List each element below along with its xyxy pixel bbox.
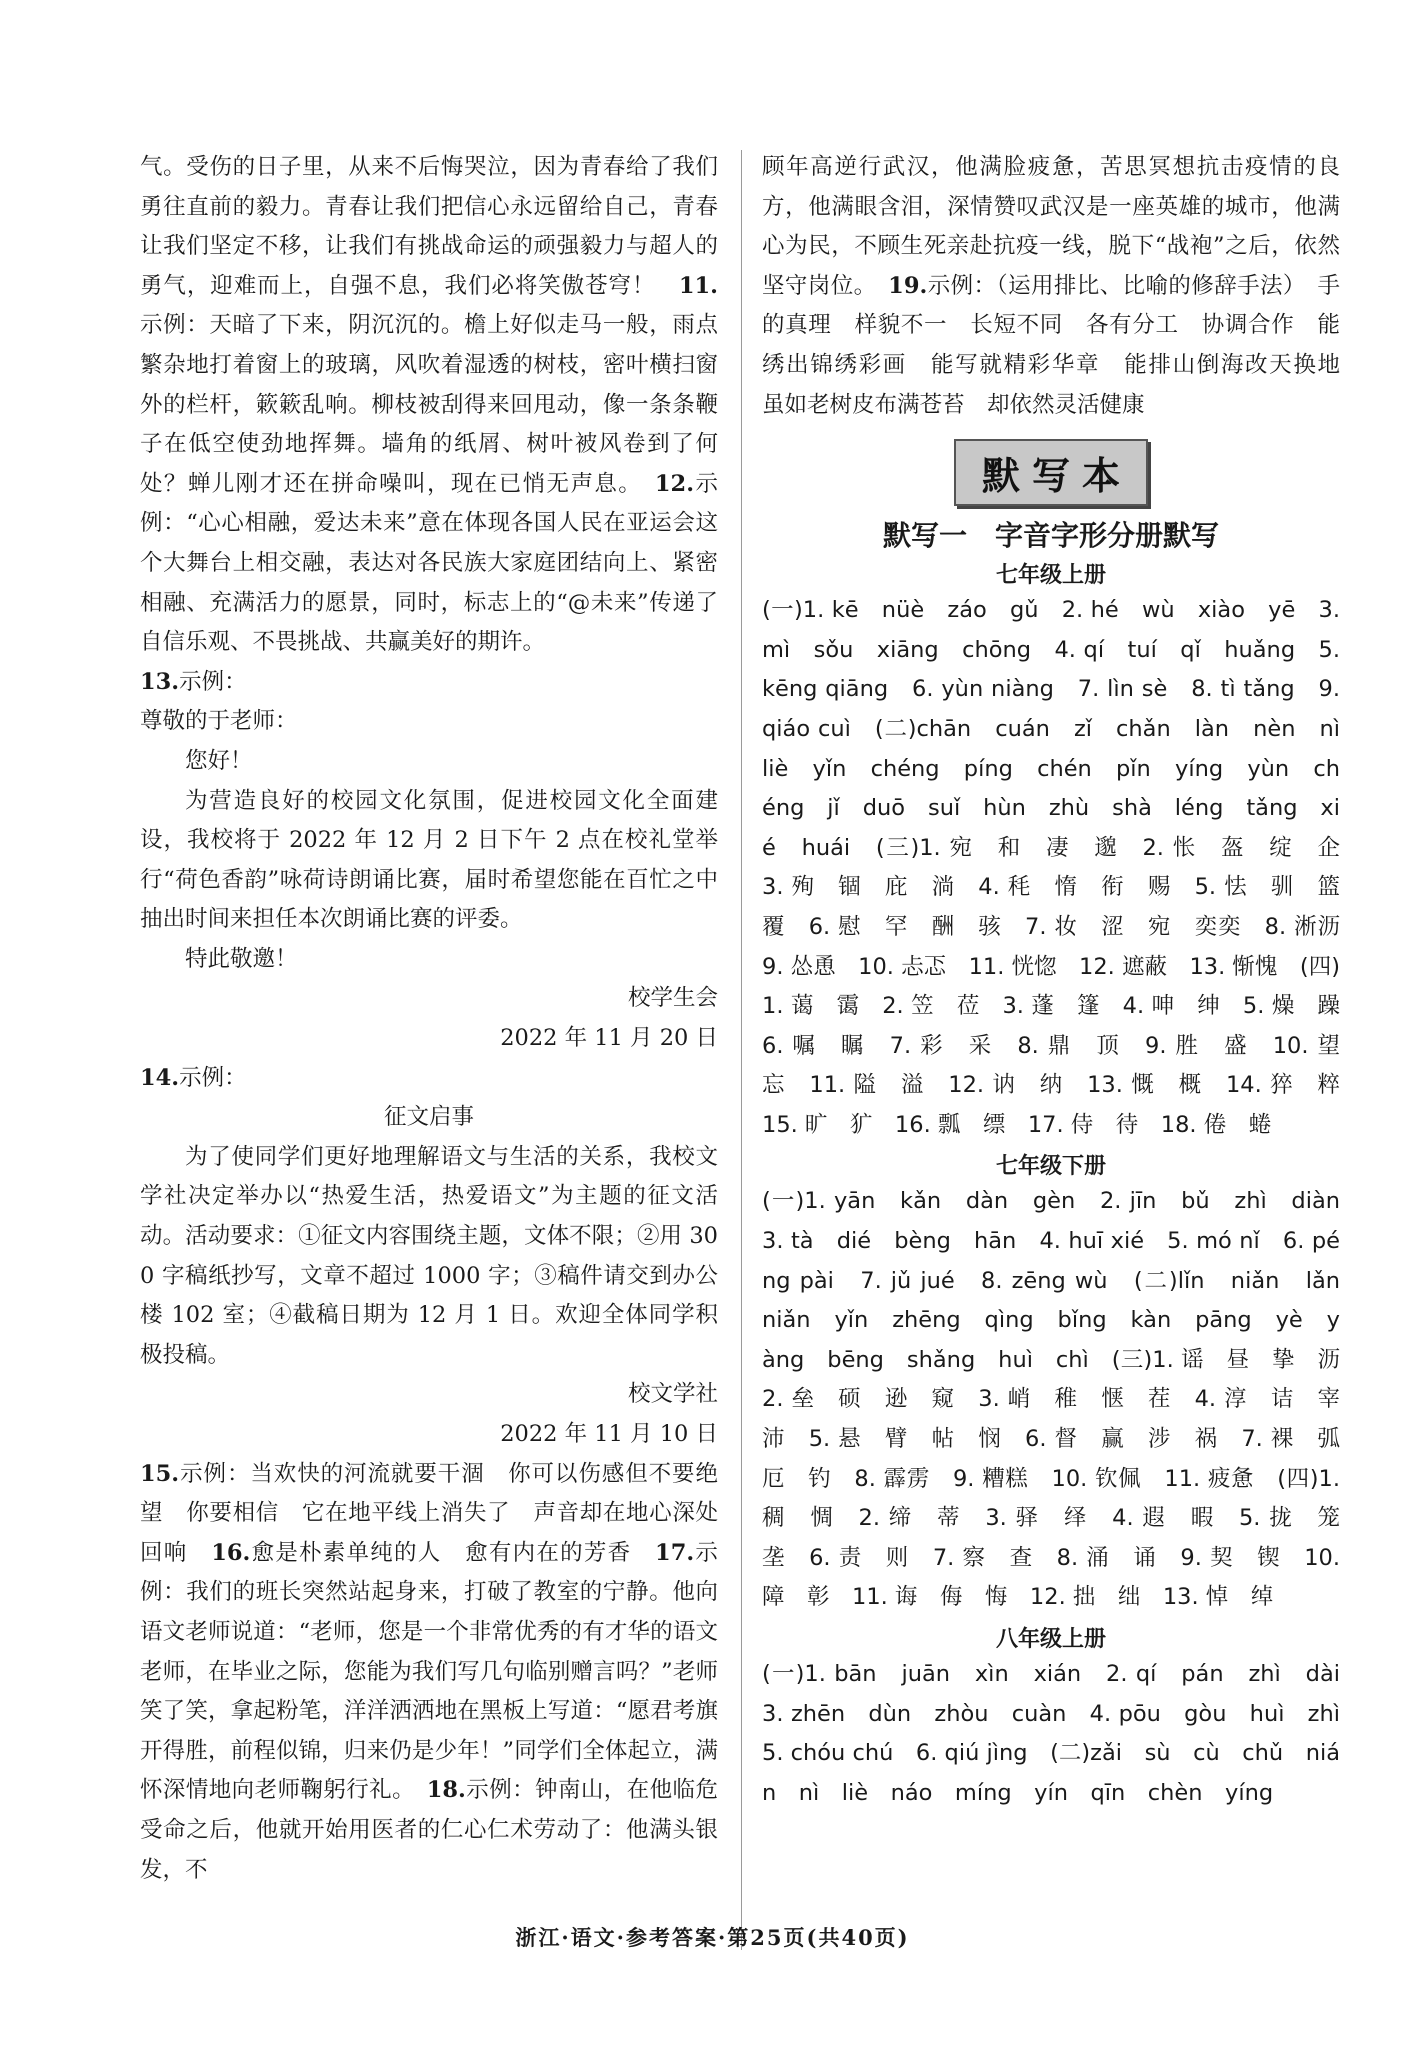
column-divider	[741, 150, 742, 1950]
invitation-body: 为营造良好的校园文化氛围，促进校园文化全面建设，我校将于 2022 年 12 月 2 日下午 2 点在校礼堂举行“荷色香韵”咏荷诗朗诵比赛，届时希望您能在百忙之中抽出时间来担任本次朗诵比赛的评委。	[140, 787, 718, 933]
q18-answer: 示例：钟南山，在他临危受命之后，他就开始用医者的仁心仁术劳动了：他满头银发，不	[140, 1777, 718, 1883]
q16-answer: 愈是朴素单纯的人 愈有内在的芳香	[250, 1539, 632, 1566]
left-column	[140, 148, 718, 1890]
q18-continued: 顾年高逆行武汉，他满脸疲惫，苦思冥想抗击疫情的良方，他满眼含泪，深情赞叹武汉是一座英雄的城市，他满心为民，不顾生死亲赴抗疫一线，脱下“战袍”之后，依然坚守岗位。 19.示例：（运用排比、比喻的修辞手法） 手的真理 样貌不一 长短不同 各有分工 协调合作 能绣出锦绣彩画 能写就精彩华章 能排山倒海改天换地 虽如老树皮布满苍苔 却依然灵活健康	[762, 154, 1363, 418]
q15-answer: 示例：当欢快的河流就要干涸 你可以伤感但不要绝望 你要相信 它在地平线上消失了 声音却在地心深处回响	[140, 1460, 718, 1566]
q19-answer: 示例：（运用排比、比喻的修辞手法） 手的真理 样貌不一 长短不同 各有分工 协调合作 能绣出锦绣彩画 能写就精彩华章 能排山倒海改天换地 虽如老树皮布满苍苔 却依然灵活健康	[762, 272, 1363, 418]
notice-signature: 校文学社	[627, 1381, 718, 1408]
invitation-date: 2022 年 11 月 20 日	[500, 1025, 718, 1052]
q18-number: 18.	[426, 1777, 466, 1804]
grade7-vol2-answers: (一)1. yān kǎn dàn gèn 2. jīn bǔ zhì diàn 3. tà dié bèng hān 4. huī xié 5. mó nǐ 6. péng pài 7. jǔ jué 8. zēng wù (二)lǐn niǎn lǎn niǎn yǐn zhēng qìng bǐng kàn pāng yè yàng bēng shǎng huì chì (三)1. 谣 昼 挚 沥 2. 垒 硕 逊 窥 3. 峭 稚 惬 茬 4. 淳 诘 宰 沛 5. 悬 臂 帖 悯 6. 督 赢 涉 祸 7. 裸 弧 厄 钓 8. 霹雳 9. 糟糕 10. 钦佩 11. 疲惫 (四)1. 稠 惆 2. 缔 蒂 3. 驿 绎 4. 遐 暇 5. 拢 笼 垄 6. 责 则 7. 察 查 8. 涌 诵 9. 契 锲 10. 障 彰 11. 诲 侮 悔 12. 拙 绌 13. 悼 绰	[762, 1188, 1363, 1611]
invitation-signature: 校学生会	[627, 985, 718, 1012]
q12-answer: 示例：“心心相融，爱达未来”意在体现各国人民在亚运会这个大舞台上相交融，表达对各民族大家庭团结向上、紧密相融、充满活力的愿景，同时，标志上的“@未来”传递了自信乐观、不畏挑战、共赢美好的期许。	[140, 470, 718, 656]
q11-answer: 示例：天暗了下来，阴沉沉的。檐上好似走马一般，雨点繁杂地打着窗上的玻璃，风吹着湿透的树枝，密叶横扫窗外的栏杆，簌簌乱响。柳枝被刮得来回甩动，像一条条鞭子在低空使劲地挥舞。墙角的纸屑、树叶被风卷到了何处？蝉儿刚才还在拼命噪叫，现在已悄无声息。	[140, 312, 718, 497]
q17-number: 17.	[655, 1539, 695, 1566]
q12-number: 12.	[654, 470, 695, 497]
invitation-closing: 特此敬邀！	[185, 945, 298, 972]
right-column	[762, 148, 1363, 1813]
q14-number: 14.	[140, 1064, 180, 1091]
dictation-banner: 默写本	[954, 439, 1148, 506]
q15-18-answers	[140, 1455, 718, 1891]
grade7-vol2-title: 七年级下册	[995, 1154, 1106, 1180]
invitation-greeting: 尊敬的于老师：	[140, 708, 298, 735]
grade7-vol1-answers: (一)1. kē nüè záo gǔ 2. hé wù xiào yē 3. mì sǒu xiāng chōng 4. qí tuí qǐ huǎng 5. kēng qiāng 6. yùn niàng 7. lìn sè 8. tì tǎng 9. qiáo cuì (二)chān cuán zǐ chǎn làn nèn nì liè yǐn chéng píng chén pǐn yíng yùn chéng jǐ duō suǐ hùn zhù shà léng tǎng xié huái (三)1. 宛 和 凄 邈 2. 怅 盔 绽 企 3. 殉 锢 庇 淌 4. 秏 惰 衔 赐 5. 怯 驯 篮 覆 6. 慰 罕 酬 骇 7. 妆 涩 宛 奕奕 8. 淅沥 9. 怂恿 10. 忐忑 11. 恍惚 12. 遮蔽 13. 惭愧 (四)1. 蔼 霭 2. 笠 莅 3. 蓬 篷 4. 呻 绅 5. 燥 躁 6. 嘱 瞩 7. 彩 采 8. 鼎 顶 9. 胜 盛 10. 望 忘 11. 隘 溢 12. 讷 纳 13. 慨 概 14. 猝 粹 15. 旷 犷 16. 瓢 缥 17. 侍 待 18. 倦 蜷	[762, 597, 1363, 1138]
q16-number: 16.	[211, 1539, 251, 1566]
notice-body: 为了使同学们更好地理解语文与生活的关系，我校文学社决定举办以“热爱生活，热爱语文”为主题的征文活动。活动要求：①征文内容围绕主题，文体不限；②用 300 字稿纸抄写，文章不超过 1000 字；③稿件请交到办公楼 102 室；④截稿日期为 12 月 1 日。欢迎全体同学积极投稿。	[140, 1143, 718, 1368]
q13-header: 13.示例：	[140, 668, 247, 695]
notice-date: 2022 年 11 月 10 日	[500, 1421, 718, 1447]
banner-wrap	[762, 439, 1340, 506]
grade8-vol1-answers: (一)1. bān juān xìn xián 2. qí pán zhì dài 3. zhēn dùn zhòu cuàn 4. pōu gòu huì zhì 5. chóu chú 6. qiú jìng (二)zǎi sù cù chǔ nián nì liè náo míng yín qīn chèn yíng	[762, 1661, 1363, 1806]
q19-number: 19.	[888, 272, 928, 299]
q17-answer: 示例：我们的班长突然站起身来，打破了教室的宁静。他向语文老师说道：“老师，您是一个非常优秀的有才华的语文老师，在毕业之际，您能为我们写几句临别赠言吗？”老师笑了笑，拿起粉笔，洋洋洒洒地在黑板上写道：“愿君考旗开得胜，前程似锦，归来仍是少年！”同学们全体起立，满怀深情地向老师鞠躬行礼。	[140, 1539, 718, 1804]
invitation-hello: 您好！	[185, 747, 253, 774]
grade7-vol1-title: 七年级上册	[995, 563, 1106, 589]
q13-number: 13.	[140, 668, 180, 695]
grade8-vol1-title: 八年级上册	[995, 1627, 1106, 1652]
q11-number: 11.	[678, 272, 718, 299]
passage-continued: 气。受伤的日子里，从来不后悔哭泣，因为青春给了我们勇往直前的毅力。青春让我们把信心永远留给自己，青春让我们坚定不移，让我们有挑战命运的顽强毅力与超人的勇气，迎难而上，自强不息，我们必将笑傲苍穹！ 11.示例：天暗了下来，阴沉沉的。檐上好似走马一般，雨点繁杂地打着窗上的玻璃，风吹着湿透的树枝，密叶横扫窗外的栏杆，簌簌乱响。柳枝被刮得来回甩动，像一条条鞭子在低空使劲地挥舞。墙角的纸屑、树叶被风卷到了何处？蝉儿刚才还在拼命噪叫，现在已悄无声息。 12.示例：“心心相融，爱达未来”意在体现各国人民在亚运会这个大舞台上相交融，表达对各民族大家庭团结向上、紧密相融、充满活力的愿景，同时，标志上的“@未来”传递了自信乐观、不畏挑战、共赢美好的期许。	[140, 154, 718, 656]
q15-number: 15.	[140, 1460, 180, 1487]
section-title: 默写一 字音字形分册默写	[882, 519, 1219, 553]
page-footer: 浙江·语文·参考答案·第25页(共40页)	[515, 1925, 910, 1950]
q14-header: 14.示例：	[140, 1064, 247, 1091]
notice-title: 征文启事	[383, 1104, 474, 1131]
